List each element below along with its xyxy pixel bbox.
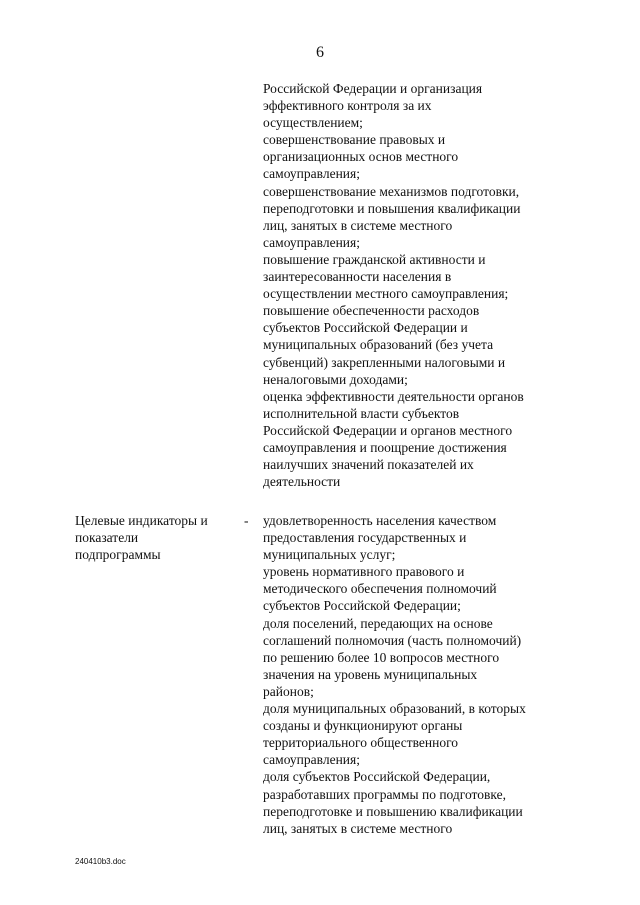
indicators-text: удовлетворенность населения качеством предоставления государственных и муниципальных услуг; уровень нормативного правового и методического обеспечения полномочий субъектов Российской Федерации; доля поселений, передающих на основе соглашений полномочия (часть полномочий) по решению более 10 вопросов местного значения на уровень муниципальных районов; доля муниципальных образований, в которых созданы и функционируют органы территориального общественного самоуправления; доля субъектов Российской Федерации, разработавших программы по подготовке, переподготовке и повышению квалификации лиц, занятых в системе местного bbox=[263, 513, 526, 836]
label-separator-dash: - bbox=[244, 513, 249, 528]
continued-goals-text: Российской Федерации и организация эффективного контроля за их осуществлением; совершенствование правовых и организационных основ местного самоуправления; совершенствование механизмов подготовки, переподготовки и повышения квалификации лиц, занятых в системе местного самоуправления; повышение гражданской активности и заинтересованности населения в осуществлении местного самоуправления; повышение обеспеченности расходов субъектов Российской Федерации и муниципальных образований (без учета субвенций) закрепленными налоговыми и неналоговыми доходами; оценка эффективности деятельности органов исполнительной власти субъектов Российской Федерации и органов местного самоуправления и поощрение достижения наилучших значений показателей их деятельности bbox=[263, 81, 524, 490]
footer-filename: 240410b3.doc bbox=[75, 857, 126, 866]
indicators-label: Целевые индикаторы и показатели подпрограммы bbox=[75, 513, 208, 563]
page-number: 6 bbox=[316, 44, 324, 61]
